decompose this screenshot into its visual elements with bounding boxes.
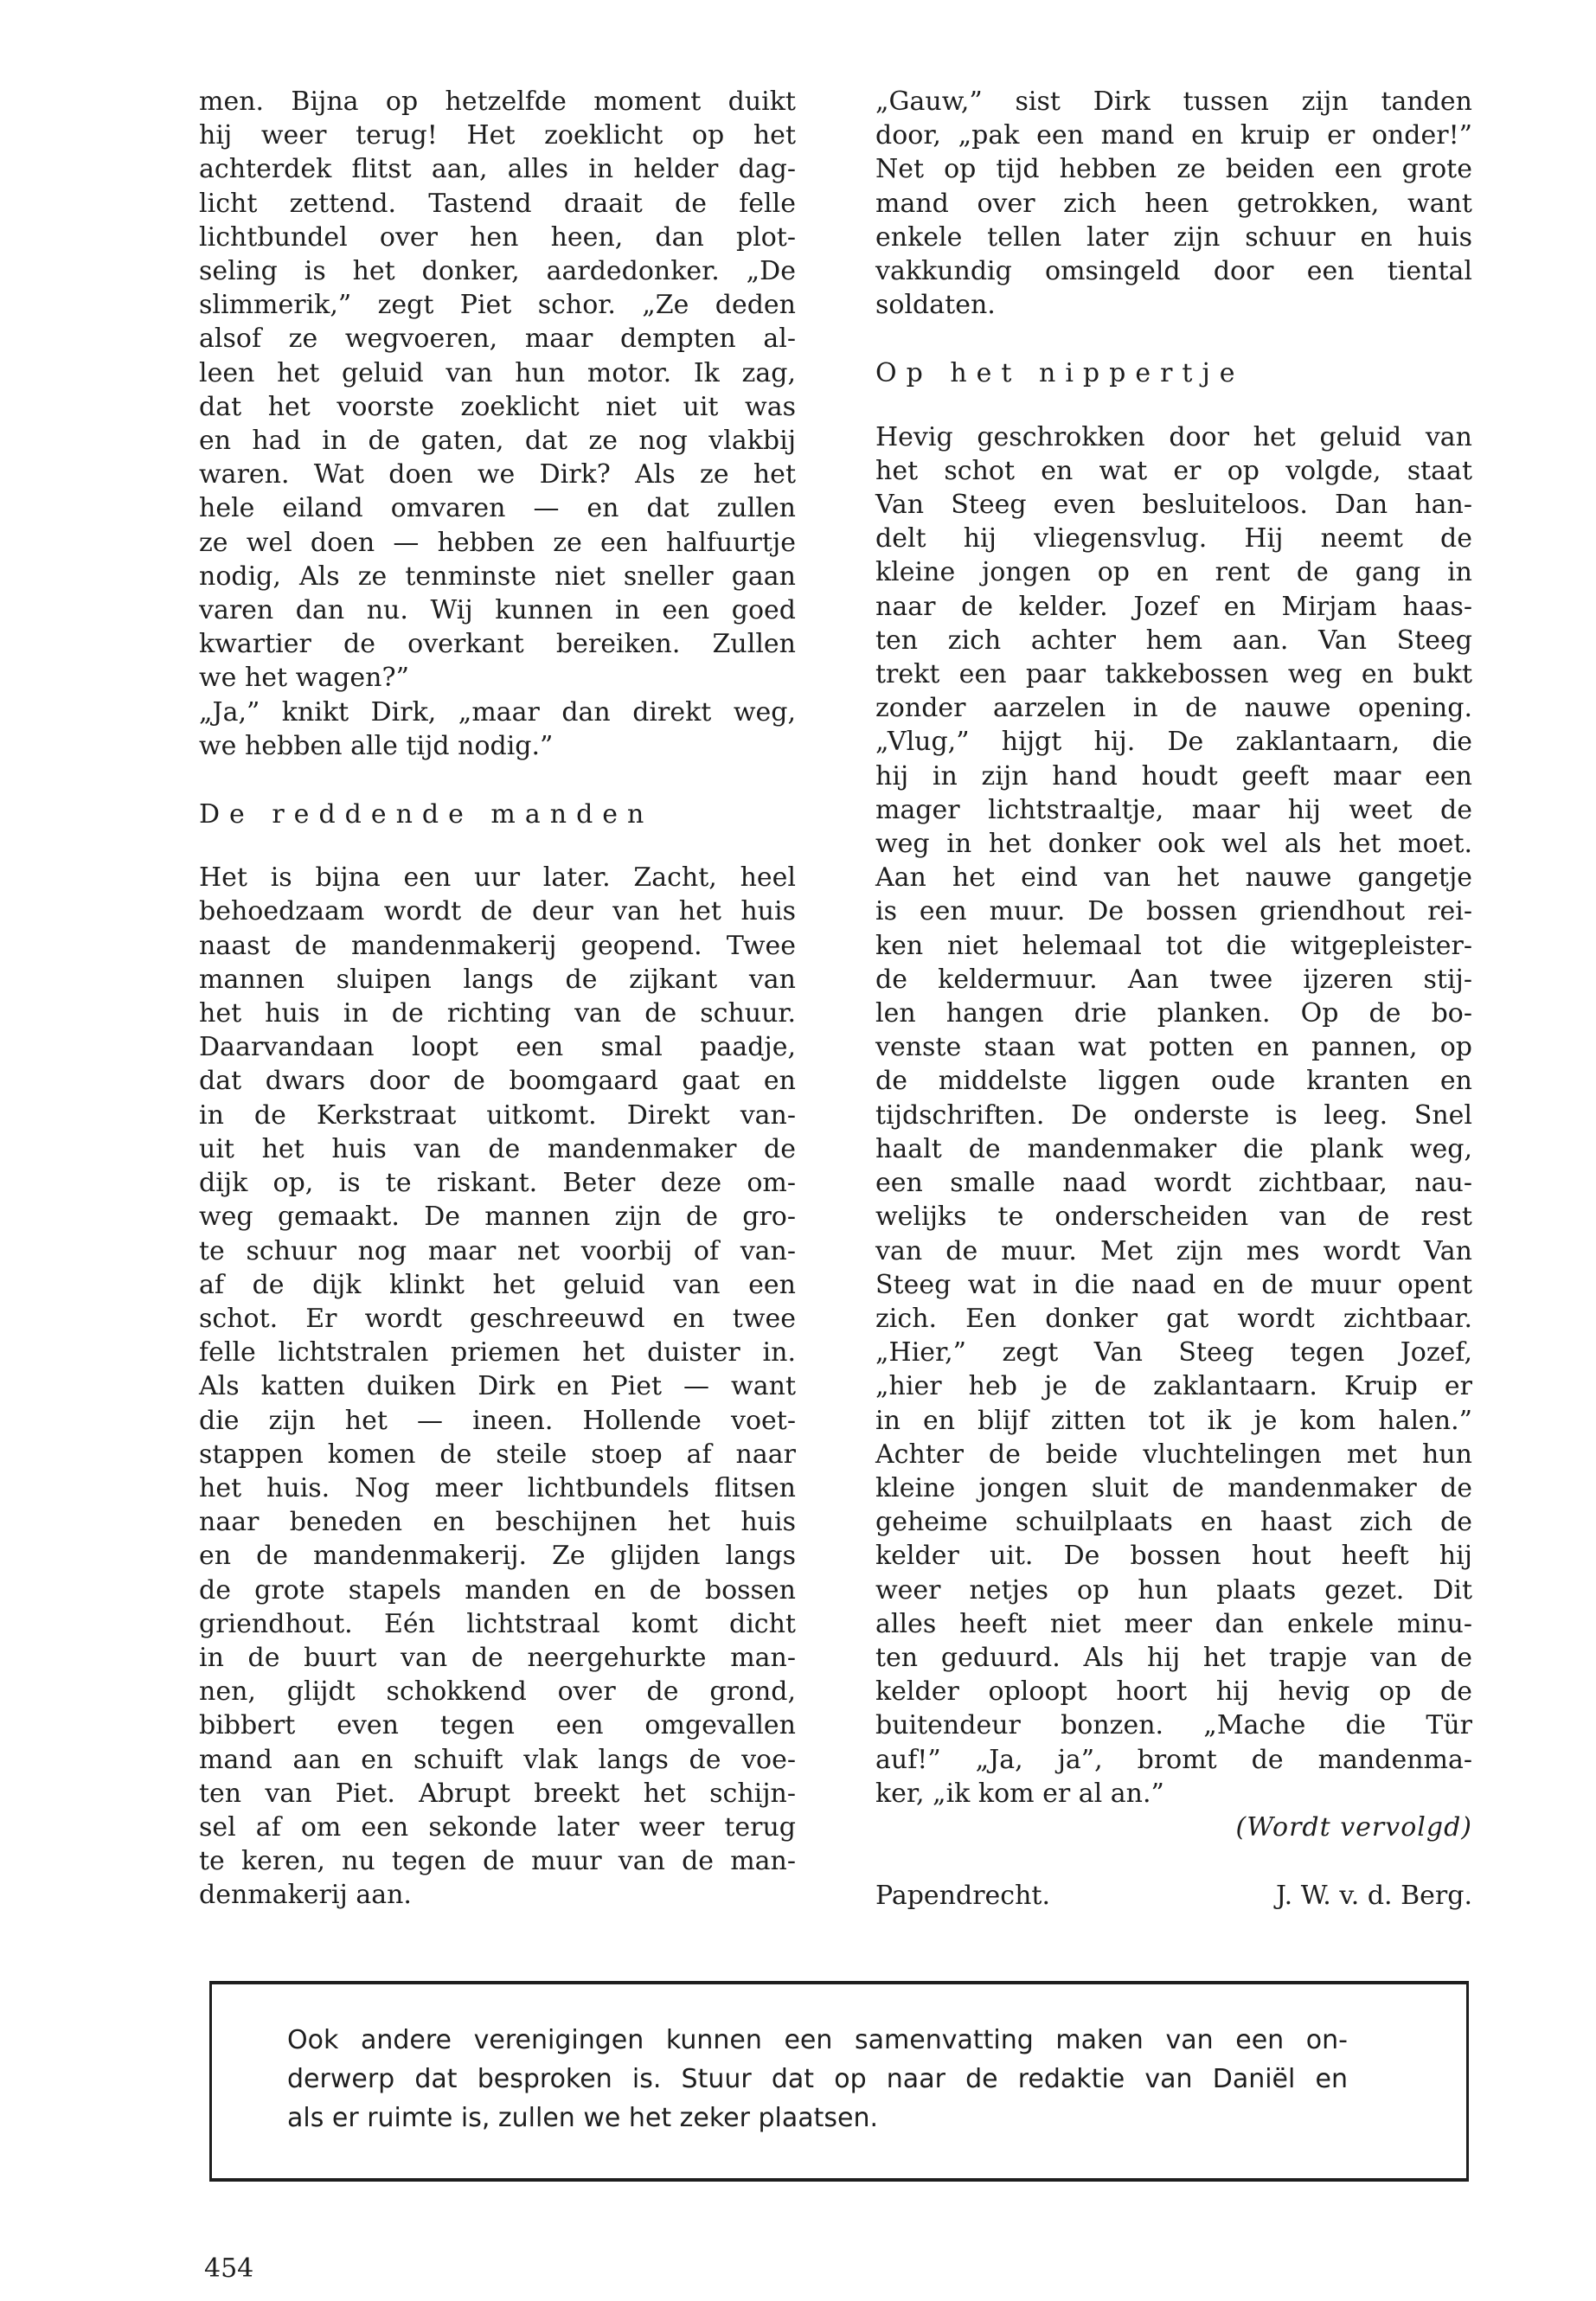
- text-line: ker, „ik kom er al an.”: [875, 1778, 1164, 1809]
- text-line: stappen komen de steile stoep af naar: [199, 1439, 796, 1470]
- text-line: welijks te onderscheiden van de rest: [875, 1202, 1472, 1233]
- left-column: [199, 85, 796, 1913]
- text-line: felle lichtstralen priemen het duister in.: [199, 1337, 796, 1368]
- text-line: Aan het eind van het nauwe gangetje: [875, 862, 1472, 894]
- text-line: denmakerij aan.: [199, 1880, 412, 1911]
- text-line: in de buurt van de neergehurkte man-: [199, 1642, 796, 1673]
- text-line: zich. Een donker gat wordt zichtbaar.: [875, 1303, 1472, 1334]
- notice-text: [287, 2021, 1348, 2138]
- text-line: te schuur nog maar net voorbij of van-: [199, 1235, 796, 1266]
- text-line: de middelste liggen oude kranten en: [875, 1066, 1472, 1097]
- text-line: zonder aarzelen in de nauwe opening.: [875, 693, 1472, 724]
- section-heading-reddende-manden: De reddende manden: [199, 799, 654, 830]
- text-line: slimmerik,” zegt Piet schor. „Ze deden: [199, 290, 796, 321]
- notice-left-rule: [209, 1981, 212, 2182]
- text-line: buitendeur bonzen. „Mache die Tür: [875, 1710, 1472, 1741]
- text-line: het huis in de richting van de schuur.: [199, 998, 796, 1029]
- text-line: kleine jongen op en rent de gang in: [875, 557, 1472, 588]
- text-line: ze wel doen — hebben ze een halfuurtje: [199, 527, 796, 558]
- text-line: en had in de gaten, dat ze nog vlakbij: [199, 426, 796, 457]
- text-line: als er ruimte is, zullen we het zeker plaatsen.: [287, 2103, 879, 2133]
- text-line: enkele tellen later zijn schuur en huis: [875, 221, 1472, 253]
- paragraph-section-body: [875, 420, 1472, 1811]
- text-line: dat het voorste zoeklicht niet uit was: [199, 391, 796, 422]
- text-line: „Gauw,” sist Dirk tussen zijn tanden: [875, 87, 1472, 117]
- text-line: in en blijf zitten tot ik je kom halen.”: [875, 1405, 1472, 1436]
- text-line: derwerp dat besproken is. Stuur dat op naar de redaktie van Daniël en: [287, 2064, 1348, 2094]
- text-line: de keldermuur. Aan twee ijzeren stij-: [875, 964, 1472, 995]
- text-line: behoedzaam wordt de deur van het huis: [199, 896, 796, 927]
- text-line: trekt een paar takkebossen weg en bukt: [875, 659, 1472, 690]
- text-line: lichtbundel over hen heen, dan plot-: [199, 221, 796, 253]
- text-line: mand aan en schuift vlak langs de voe-: [199, 1744, 796, 1775]
- text-line: „Hier,” zegt Van Steeg tegen Jozef,: [875, 1337, 1472, 1368]
- text-line: schot. Er wordt geschreeuwd en twee: [199, 1303, 796, 1334]
- text-line: we hebben alle tijd nodig.”: [199, 730, 554, 761]
- text-line: kleine jongen sluit de mandenmaker de: [875, 1472, 1472, 1503]
- section-heading-nippertje: Op het nippertje: [875, 358, 1245, 389]
- text-line: varen dan nu. Wij kunnen in een goed: [199, 595, 796, 626]
- text-line: nodig, Als ze tenminste niet sneller gaan: [199, 561, 796, 592]
- text-line: seling is het donker, aardedonker. „De: [199, 256, 796, 287]
- place-name: Papendrecht.: [875, 1881, 1051, 1912]
- text-line: naast de mandenmakerij geopend. Twee: [199, 930, 796, 961]
- text-line: die zijn het — ineen. Hollende voet-: [199, 1405, 796, 1436]
- page-number: 454: [204, 2253, 254, 2284]
- text-line: naar de kelder. Jozef en Mirjam haas-: [875, 591, 1472, 622]
- text-line: Van Steeg even besluiteloos. Dan han-: [875, 490, 1472, 521]
- text-line: naar beneden en beschijnen het huis: [199, 1507, 796, 1538]
- text-line: geheime schuilplaats en haast zich de: [875, 1507, 1472, 1538]
- text-line: tijdschriften. De onderste is leeg. Snel: [875, 1099, 1472, 1131]
- text-line: mager lichtstraaltje, maar hij weet de: [875, 794, 1472, 825]
- text-line: licht zettend. Tastend draait de felle: [199, 188, 796, 219]
- text-line: af de dijk klinkt het geluid van een: [199, 1269, 796, 1300]
- text-line: mand over zich heen getrokken, want: [875, 188, 1472, 219]
- text-line: de grote stapels manden en de bossen: [199, 1574, 796, 1606]
- paragraph-continuation: [875, 85, 1472, 322]
- text-line: hij in zijn hand houdt geeft maar een: [875, 760, 1472, 792]
- text-line: kelder oploopt hoort hij hevig op de: [875, 1676, 1472, 1708]
- signature-row: [875, 1879, 1472, 1913]
- text-line: kwartier de overkant bereiken. Zullen: [199, 629, 796, 660]
- right-column: [875, 85, 1472, 1913]
- text-line: dat dwars door de boomgaard gaat en: [199, 1066, 796, 1097]
- text-line: men. Bijna op hetzelfde moment duikt: [199, 87, 796, 117]
- text-line: leen het geluid van hun motor. Ik zag,: [199, 357, 796, 388]
- text-line: hij weer terug! Het zoeklicht op het: [199, 120, 796, 151]
- text-line: auf!” „Ja, ja”, bromt de mandenma-: [875, 1744, 1472, 1775]
- text-line: venste staan wat potten en pannen, op: [875, 1032, 1472, 1063]
- text-line: sel af om een sekonde later weer terug: [199, 1811, 796, 1843]
- text-line: „Ja,” knikt Dirk, „maar dan direkt weg,: [199, 696, 796, 727]
- text-line: het schot en wat er op volgde, staat: [875, 455, 1472, 486]
- text-line: vakkundig omsingeld door een tiental: [875, 256, 1472, 287]
- text-line: dijk op, is te riskant. Beter deze om-: [199, 1168, 796, 1199]
- text-line: Het is bijna een uur later. Zacht, heel: [199, 862, 796, 894]
- text-line: ten geduurd. Als hij het trapje van de: [875, 1642, 1472, 1673]
- text-line: nen, glijdt schokkend over de grond,: [199, 1676, 796, 1708]
- text-line: we het wagen?”: [199, 663, 409, 694]
- text-line: van de muur. Met zijn mes wordt Van: [875, 1235, 1472, 1266]
- text-line: soldaten.: [875, 290, 996, 321]
- text-line: een smalle naad wordt zichtbaar, nau-: [875, 1168, 1472, 1199]
- notice-right-rule: [1466, 1981, 1469, 2182]
- text-line: alles heeft niet meer dan enkele minu-: [875, 1608, 1472, 1639]
- text-line: Net op tijd hebben ze beiden een grote: [875, 154, 1472, 185]
- notice-bottom-rule: [209, 2178, 1469, 2182]
- text-line: uit het huis van de mandenmaker de: [199, 1133, 796, 1164]
- text-line: delt hij vliegensvlug. Hij neemt de: [875, 523, 1472, 554]
- text-line: door, „pak een mand en kruip er onder!”: [875, 120, 1472, 151]
- text-line: mannen sluipen langs de zijkant van: [199, 964, 796, 995]
- text-line: in de Kerkstraat uitkomt. Direkt van-: [199, 1099, 796, 1131]
- text-line: Steeg wat in die naad en de muur opent: [875, 1269, 1472, 1300]
- text-line: Hevig geschrokken door het geluid van: [875, 421, 1472, 452]
- text-line: ten van Piet. Abrupt breekt het schijn-: [199, 1778, 796, 1809]
- text-line: ken niet helemaal tot die witgepleister-: [875, 930, 1472, 961]
- text-line: kelder uit. De bossen hout heeft hij: [875, 1541, 1472, 1572]
- author-name: J. W. v. d. Berg.: [1275, 1881, 1472, 1912]
- paragraph-dialogue: [199, 695, 796, 763]
- notice-top-rule: [209, 1981, 1469, 1984]
- paragraph-section-body: [199, 861, 796, 1912]
- text-line: Achter de beide vluchtelingen met hun: [875, 1439, 1472, 1470]
- notice-box: [209, 1981, 1469, 2182]
- text-line: griendhout. Eén lichtstraal komt dicht: [199, 1608, 796, 1639]
- text-line: waren. Wat doen we Dirk? Als ze het: [199, 459, 796, 490]
- text-line: alsof ze wegvoeren, maar dempten al-: [199, 324, 796, 355]
- text-line: len hangen drie planken. Op de bo-: [875, 998, 1472, 1029]
- text-line: Als katten duiken Dirk en Piet — want: [199, 1371, 796, 1402]
- text-line: „hier heb je de zaklantaarn. Kruip er: [875, 1371, 1472, 1402]
- text-line: haalt de mandenmaker die plank weg,: [875, 1133, 1472, 1164]
- text-line: „Vlug,” hijgt hij. De zaklantaarn, die: [875, 727, 1472, 758]
- text-line: het huis. Nog meer lichtbundels flitsen: [199, 1472, 796, 1503]
- text-line: hele eiland omvaren — en dat zullen: [199, 493, 796, 524]
- text-line: achterdek flitst aan, alles in helder dag-: [199, 154, 796, 185]
- continued-note: (Wordt vervolgd): [1235, 1811, 1472, 1843]
- text-line: te keren, nu tegen de muur van de man-: [199, 1846, 796, 1877]
- text-line: is een muur. De bossen griendhout rei-: [875, 896, 1472, 927]
- text-line: weer netjes op hun plaats gezet. Dit: [875, 1574, 1472, 1606]
- paragraph-intro: [199, 85, 796, 695]
- text-line: en de mandenmakerij. Ze glijden langs: [199, 1541, 796, 1572]
- text-line: Ook andere verenigingen kunnen een samenvatting maken van een on-: [287, 2025, 1348, 2055]
- text-line: weg gemaakt. De mannen zijn de gro-: [199, 1202, 796, 1233]
- text-line: weg in het donker ook wel als het moet.: [875, 829, 1472, 860]
- text-line: ten zich achter hem aan. Van Steeg: [875, 625, 1472, 656]
- text-line: bibbert even tegen een omgevallen: [199, 1710, 796, 1741]
- text-line: Daarvandaan loopt een smal paadje,: [199, 1032, 796, 1063]
